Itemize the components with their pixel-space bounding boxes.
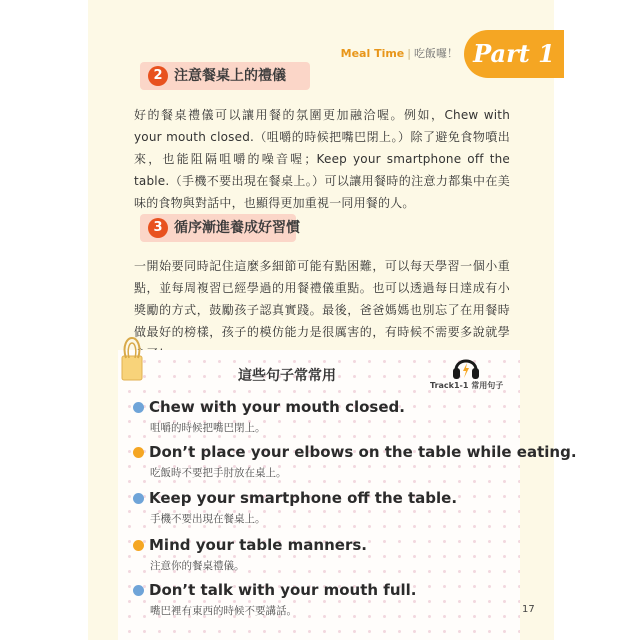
phrase-chinese: 注意你的餐桌禮儀。 — [150, 560, 245, 572]
bullet-dot — [133, 402, 144, 413]
section-body-good-habits: 一開始要同時記住這麼多細節可能有點困難，可以每天學習一個小重點，並每周複習已經學過的用餐禮儀重點。也可以透過每日達成有小獎勵的方式，鼓勵孩子認真實踐。最後，爸爸媽媽也別忘了在用餐時做最好的榜樣，孩子的模仿能力是很厲害的，有時候不需要多說就學 — [134, 259, 510, 339]
phrase-english: Don’t talk with your mouth full. — [149, 581, 417, 599]
phrase-chinese: 吃飯時不要把手肘放在桌上。 — [150, 467, 287, 479]
phrase-chinese: 手機不要出現在餐桌上。 — [150, 513, 266, 525]
phrase-box-title: 這些句子常常用 — [238, 366, 388, 386]
part-tab: Part 1 — [464, 30, 564, 78]
section-title: 注意餐桌上的禮儀 — [174, 68, 286, 84]
headphone-icon[interactable] — [451, 352, 481, 382]
section-heading-table-manners — [140, 62, 310, 90]
phrase-english: Keep your smartphone off the table. — [149, 489, 458, 507]
section-title: 循序漸進養成好習慣 — [174, 220, 300, 236]
binder-clip-icon — [119, 336, 145, 382]
chapter-label: Meal Time | 吃飯囉！ — [340, 47, 458, 60]
audio-track-label[interactable]: Track1-1 常用句子 — [430, 381, 504, 390]
section-number-badge: 3 — [148, 218, 168, 238]
section-number-badge: 2 — [148, 66, 168, 86]
phrase-chinese: 咀嚼的時候把嘴巴閉上。 — [150, 422, 266, 434]
bullet-dot — [133, 447, 144, 458]
page-number: 17 — [522, 604, 535, 615]
bullet-dot — [133, 493, 144, 504]
bullet-dot — [133, 585, 144, 596]
section-heading-good-habits — [140, 214, 300, 242]
phrase-english: Mind your table manners. — [149, 536, 367, 554]
phrase-chinese: 嘴巴裡有東西的時候不要講話。 — [150, 605, 297, 617]
phrase-english: Don’t place your elbows on the table while eating. — [149, 443, 577, 461]
phrase-english: Chew with your mouth closed. — [149, 398, 405, 416]
bullet-dot — [133, 540, 144, 551]
section-body-table-manners: 好的餐桌禮儀可以讓用餐的氛圍更加融洽喔。例如，Chew with your mouth closed.（咀嚼的時候把嘴巴閉上。）除了避免食物噴出來，也能阻隔咀嚼的噪音喔；Keep your smartphone off the table.（手機不要出現在餐桌上。）可以讓用餐時的注意力都集中在美味的食物與對話中，也顯得更加重視一同用餐的人。 — [134, 108, 510, 210]
